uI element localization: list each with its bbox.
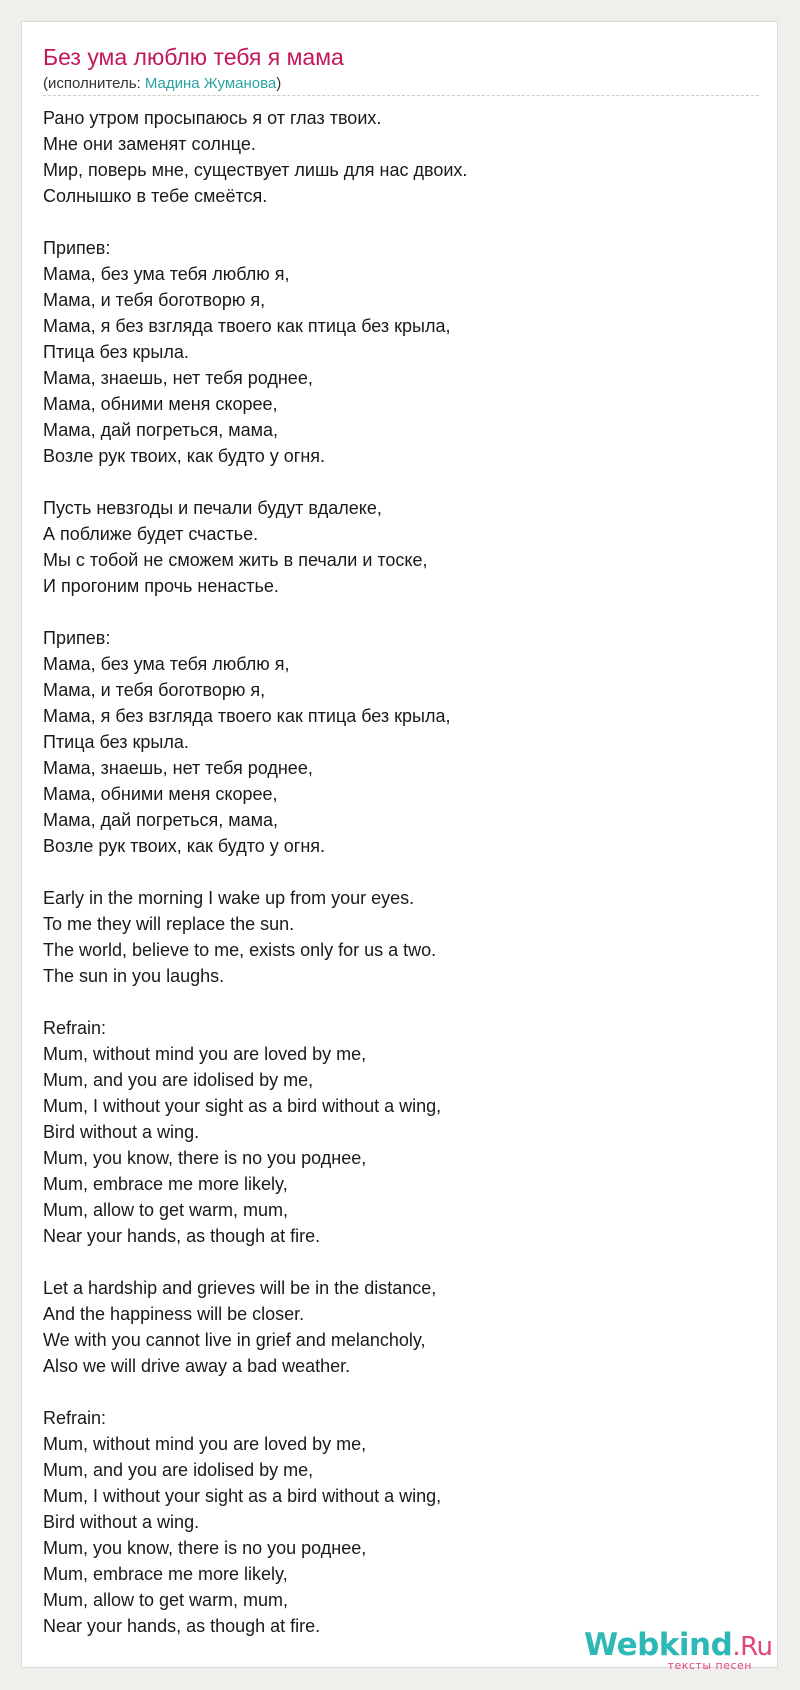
title-divider [43, 95, 759, 96]
lyric-line: И прогоним прочь ненастье. [43, 576, 279, 596]
performer-suffix: ) [276, 75, 282, 92]
lyrics-stanza [43, 1405, 759, 1639]
lyric-line: Refrain: [43, 1408, 107, 1428]
logo-tagline: тексты песен [667, 1659, 752, 1672]
lyric-line: Возле рук твоих, как будто у огня. [43, 446, 326, 466]
lyric-line: Bird without a wing. [43, 1122, 200, 1142]
lyric-line: Мама, без ума тебя люблю я, [43, 654, 290, 674]
lyric-line: Near your hands, as though at fire. [43, 1616, 321, 1636]
page-title: Без ума люблю тебя я мама [43, 44, 344, 70]
lyrics-stanza [43, 105, 759, 209]
lyrics-text [43, 105, 759, 1665]
performer-prefix: (исполнитель: [43, 75, 145, 92]
lyric-line: Also we will drive away a bad weather. [43, 1356, 351, 1376]
lyric-line: Mum, I without your sight as a bird without a wing, [43, 1486, 442, 1506]
lyric-line: Mum, embrace me more likely, [43, 1564, 288, 1584]
lyric-line: We with you cannot live in grief and melancholy, [43, 1330, 426, 1350]
lyric-line: Near your hands, as though at fire. [43, 1226, 321, 1246]
lyric-line: Mum, you know, there is no you роднее, [43, 1148, 367, 1168]
lyric-line: Mum, you know, there is no you роднее, [43, 1538, 367, 1558]
lyric-line: Припев: [43, 238, 111, 258]
lyric-line: Птица без крыла. [43, 342, 189, 362]
webkind-logo[interactable] [584, 1627, 773, 1672]
lyric-line: Мама, я без взгляда твоего как птица без крыла, [43, 316, 451, 336]
lyrics-stanza [43, 885, 759, 989]
performer-line [43, 74, 281, 94]
lyric-line: Мама, дай погреться, мама, [43, 420, 279, 440]
lyric-line: Мама, обними меня скорее, [43, 784, 278, 804]
lyric-line: Мама, знаешь, нет тебя роднее, [43, 368, 313, 388]
lyric-line: Возле рук твоих, как будто у огня. [43, 836, 326, 856]
lyric-line: Мама, обними меня скорее, [43, 394, 278, 414]
lyric-line: And the happiness will be closer. [43, 1304, 305, 1324]
lyric-line: Let a hardship and grieves will be in the distance, [43, 1278, 437, 1298]
performer-link[interactable]: Мадина Жуманова [144, 75, 277, 92]
lyric-line: Рано утром просыпаюсь я от глаз твоих. [43, 108, 382, 128]
lyric-line: To me they will replace the sun. [43, 914, 295, 934]
lyric-line: Mum, and you are idolised by me, [43, 1460, 314, 1480]
lyric-line: Мне они заменят солнце. [43, 134, 256, 154]
lyrics-stanza [43, 235, 759, 469]
lyrics-card [21, 21, 778, 1672]
lyric-line: Mum, without mind you are loved by me, [43, 1434, 367, 1454]
lyric-line: Мама, и тебя боготворю я, [43, 290, 266, 310]
lyric-line: Mum, and you are idolised by me, [43, 1070, 314, 1090]
lyric-line: Mum, allow to get warm, mum, [43, 1590, 289, 1610]
lyric-line: Пусть невзгоды и печали будут вдалеке, [43, 498, 382, 518]
lyric-line: Мама, знаешь, нет тебя роднее, [43, 758, 313, 778]
logo-name: Webkind [584, 1627, 733, 1663]
lyrics-stanza [43, 1275, 759, 1379]
lyric-line: Мама, без ума тебя люблю я, [43, 264, 290, 284]
lyric-line: Припев: [43, 628, 111, 648]
logo-tld: .Ru [732, 1632, 773, 1662]
lyric-line: Мир, поверь мне, существует лишь для нас двоих. [43, 160, 468, 180]
lyric-line: Солнышко в тебе смеётся. [43, 186, 268, 206]
lyric-line: The sun in you laughs. [43, 966, 225, 986]
lyrics-stanza [43, 625, 759, 859]
lyric-line: Bird without a wing. [43, 1512, 200, 1532]
lyric-line: Mum, embrace me more likely, [43, 1174, 288, 1194]
lyric-line: The world, believe to me, exists only for us a two. [43, 940, 437, 960]
lyric-line: Мама, я без взгляда твоего как птица без крыла, [43, 706, 451, 726]
lyric-line: Mum, allow to get warm, mum, [43, 1200, 289, 1220]
lyric-line: Mum, without mind you are loved by me, [43, 1044, 367, 1064]
lyrics-stanza [43, 495, 759, 599]
lyric-line: Птица без крыла. [43, 732, 189, 752]
lyric-line: Refrain: [43, 1018, 107, 1038]
lyric-line: Мама, дай погреться, мама, [43, 810, 279, 830]
lyric-line: А поближе будет счастье. [43, 524, 259, 544]
lyric-line: Early in the morning I wake up from your eyes. [43, 888, 415, 908]
lyric-line: Mum, I without your sight as a bird without a wing, [43, 1096, 442, 1116]
lyric-line: Мы с тобой не сможем жить в печали и тоске, [43, 550, 428, 570]
lyrics-stanza [43, 1015, 759, 1249]
lyric-line: Мама, и тебя боготворю я, [43, 680, 266, 700]
